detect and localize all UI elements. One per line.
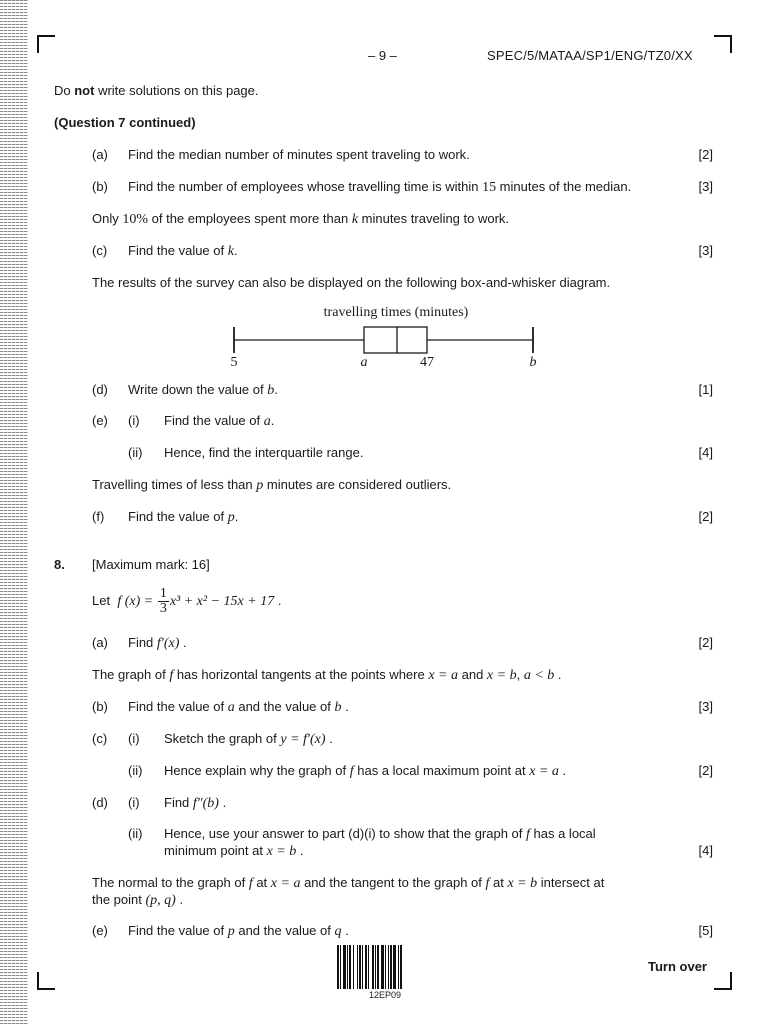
- q8a-text: Find f′(x) .: [128, 635, 187, 651]
- interquartile-box: [364, 327, 427, 353]
- q7d-label: (d): [92, 382, 108, 397]
- barcode-bar: [362, 945, 363, 989]
- q8e-text: Find the value of p and the value of q .: [128, 923, 349, 939]
- corner-mark-top-left: [37, 35, 55, 53]
- min-label: 5: [230, 355, 238, 370]
- q8c-label: (c): [92, 731, 108, 746]
- barcode-bar: [390, 945, 392, 989]
- q8e-marks: [5]: [698, 923, 713, 938]
- page-number: – 9 –: [368, 48, 397, 63]
- barcode-bar: [340, 945, 341, 989]
- barcode-bar: [365, 945, 367, 989]
- box-and-whisker-diagram: [215, 300, 555, 375]
- q7e-i-label: (i): [128, 413, 140, 428]
- turn-over-label: Turn over: [648, 959, 707, 974]
- q7f-marks: [2]: [698, 509, 713, 524]
- barcode-bar: [368, 945, 369, 989]
- q7b-marks: [3]: [698, 179, 713, 194]
- q7e-ii-label: (ii): [128, 445, 143, 460]
- q8b-text: Find the value of a and the value of b .: [128, 699, 349, 715]
- barcode-bar: [400, 945, 402, 989]
- q8-normal-statement-line1: The normal to the graph of f at x = a and the tangent to the graph of f at x = b intersect at: [92, 875, 605, 891]
- barcode-bar: [375, 945, 376, 989]
- q7d-marks: [1]: [698, 382, 713, 397]
- q8c-ii-text: Hence explain why the graph of f has a local maximum point at x = a .: [164, 763, 567, 779]
- q7e-ii-text: Hence, find the interquartile range.: [164, 445, 364, 460]
- q8-tangent-statement: The graph of f has horizontal tangents at the points where x = a and x = b, a < b .: [92, 667, 562, 683]
- barcode-bar: [357, 945, 358, 989]
- q8d-ii-text-line1: Hence, use your answer to part (d)(i) to show that the graph of f has a local: [164, 826, 596, 842]
- q7c-label: (c): [92, 243, 108, 258]
- question-7-continued: (Question 7 continued): [54, 115, 196, 130]
- barcode-bar: [349, 945, 351, 989]
- barcode-bar: [398, 945, 399, 989]
- q8c-i-label: (i): [128, 731, 140, 746]
- q8d-i-text: Find f″(b) .: [164, 795, 227, 811]
- q7a-text: Find the median number of minutes spent traveling to work.: [128, 147, 470, 162]
- barcode-bar: [377, 945, 379, 989]
- barcode-bar: [385, 945, 386, 989]
- instruction: Do not write solutions on this page.: [54, 83, 259, 98]
- q7-k-intro: Only 10% of the employees spent more than k minutes traveling to work.: [92, 211, 510, 227]
- barcode-bar: [393, 945, 396, 989]
- q7f-text: Find the value of p.: [128, 509, 239, 525]
- barcode-bar: [343, 945, 346, 989]
- barcode-bar: [372, 945, 374, 989]
- barcode-bar: [353, 945, 354, 989]
- barcode-bar: [347, 945, 348, 989]
- q8d-marks: [4]: [698, 843, 713, 858]
- corner-mark-bottom-right: [714, 972, 732, 990]
- paper-code: SPEC/5/MATAA/SP1/ENG/TZ0/XX: [487, 48, 693, 63]
- corner-mark-top-right: [714, 35, 732, 53]
- q8d-ii-label: (ii): [128, 826, 143, 841]
- q7b-label: (b): [92, 179, 108, 194]
- q7a-label: (a): [92, 147, 108, 162]
- q8a-label: (a): [92, 635, 108, 650]
- box-plot-title: travelling times (minutes): [323, 305, 469, 320]
- q8c-ii-label: (ii): [128, 763, 143, 778]
- binding-edge: [0, 0, 28, 1024]
- q7e-label: (e): [92, 413, 108, 428]
- box-plot-intro: The results of the survey can also be displayed on the following box-and-whisker diagram.: [92, 275, 611, 290]
- question-8-max-mark: [Maximum mark: 16]: [92, 557, 210, 572]
- q8a-marks: [2]: [698, 635, 713, 650]
- q7a-marks: [2]: [698, 147, 713, 162]
- q8d-i-label: (i): [128, 795, 140, 810]
- q7e-i-text: Find the value of a.: [164, 413, 275, 429]
- q7b-text: Find the number of employees whose travelling time is within 15 minutes of the median.: [128, 179, 632, 195]
- q8d-ii-text-line2: minimum point at x = b .: [164, 843, 304, 859]
- median-label: 47: [420, 355, 434, 370]
- barcode-bar: [388, 945, 389, 989]
- q7e-marks: [4]: [698, 445, 713, 460]
- q8b-label: (b): [92, 699, 108, 714]
- q8b-marks: [3]: [698, 699, 713, 714]
- q8c-i-text: Sketch the graph of y = f′(x) .: [164, 731, 333, 747]
- barcode-bar: [359, 945, 361, 989]
- q7d-text: Write down the value of b.: [128, 382, 278, 398]
- barcode-bar: [337, 945, 339, 989]
- q1-label: a: [360, 355, 368, 370]
- q8d-label: (d): [92, 795, 108, 810]
- q7c-marks: [3]: [698, 243, 713, 258]
- q8c-marks: [2]: [698, 763, 713, 778]
- question-8-number: 8.: [54, 557, 65, 572]
- corner-mark-bottom-left: [37, 972, 55, 990]
- q7f-label: (f): [92, 509, 105, 524]
- one-third-fraction: $\frac{1}{3}$: [159, 586, 167, 617]
- q8-normal-statement-line2: the point (p, q) .: [92, 892, 184, 908]
- q8e-label: (e): [92, 923, 108, 938]
- barcode-label: 12EP09: [368, 990, 402, 1000]
- q7-outliers-intro: Travelling times of less than p minutes are considered outliers.: [92, 477, 452, 493]
- barcode-bar: [381, 945, 384, 989]
- q7c-text: Find the value of k.: [128, 243, 238, 259]
- q8-function-definition: Let f (x) = $\frac{1}{3}$ x³ + x² − 15x + 17 .: [92, 586, 282, 617]
- barcode: [337, 945, 433, 989]
- max-label: b: [529, 355, 537, 370]
